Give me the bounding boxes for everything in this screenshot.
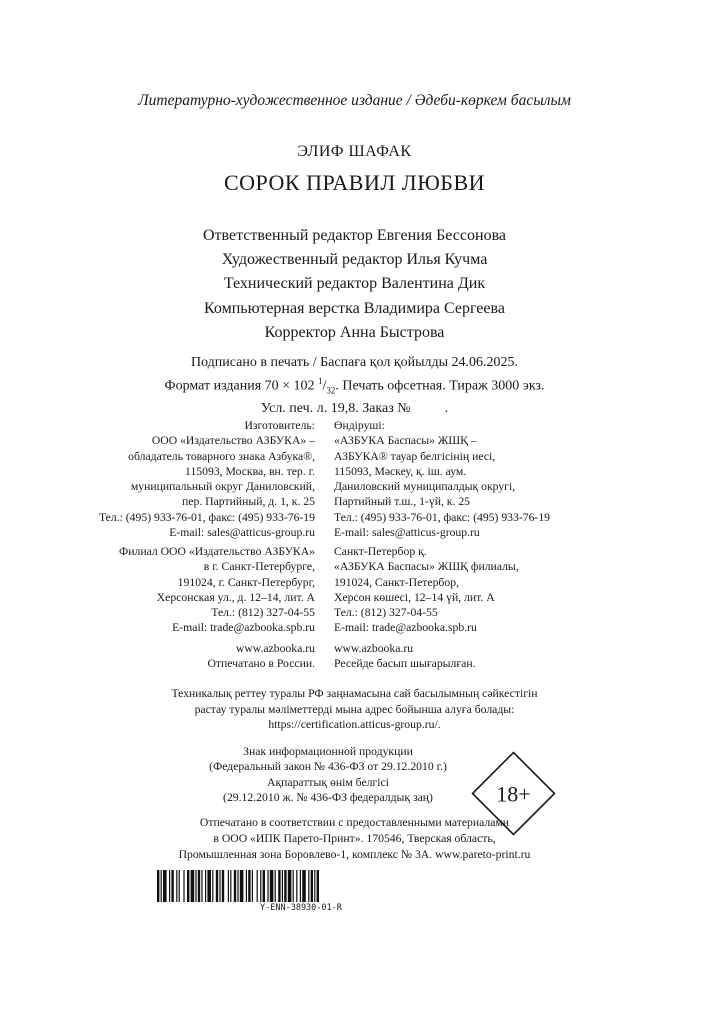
branch-kz-line: E-mail: trade@azbooka.spb.ru — [334, 621, 477, 635]
barcode-bar — [257, 870, 258, 902]
credit-line: Корректор Анна Быстрова — [264, 323, 445, 341]
branch-ru-line: Филиал ООО «Издательство АЗБУКА» — [119, 545, 315, 558]
barcode-bar — [237, 870, 238, 902]
barcode-bar — [157, 870, 159, 902]
format-suffix: . Печать офсетная. Тираж 3000 экз. — [335, 378, 545, 394]
manufacturer-ru-line: пер. Партийный, д. 1, к. 25 — [182, 495, 315, 509]
credit-line: Компьютерная верстка Владимира Сергеева — [204, 299, 505, 317]
manufacturer-ru — [99, 418, 315, 540]
barcode-bar — [183, 870, 184, 902]
credit-line: Технический редактор Валентина Дик — [223, 275, 486, 293]
credit-line: Ответственный редактор Евгения Бессонова — [202, 227, 507, 244]
format-prefix: Формат издания 70 × 102 — [164, 378, 319, 394]
age-rating-text: 18+ — [496, 781, 531, 807]
manufacturer-kz-line: E-mail: sales@atticus-group.ru — [334, 526, 480, 540]
branch-kz-line: 191024, Санкт-Петербор, — [334, 575, 459, 589]
info-sign-line: Ақпараттық өнім белгісі — [267, 775, 389, 789]
format-numerator: 1 — [318, 376, 323, 387]
barcode-bar — [263, 870, 265, 902]
credit-line: Художественный редактор Илья Кучма — [221, 251, 488, 269]
info-sign-block — [168, 744, 488, 806]
printed-at-line: Промышленная зона Боровлево-1, комплекс № 3А. www.pareto-print.ru — [178, 848, 531, 861]
barcode-bar — [191, 870, 195, 902]
format-line — [0, 372, 709, 400]
barcode-bar — [219, 870, 220, 902]
series-label: Литературно-художественное издание / Әдеби-көркем басылым — [138, 92, 571, 109]
print-info — [0, 354, 709, 418]
branch-kz-line: Тел.: (812) 327-04-55 — [334, 606, 438, 620]
manufacturer-ru-line: Тел.: (495) 933-76-01, факс: (495) 933-76-19 — [98, 510, 315, 524]
barcode-bar — [296, 870, 297, 902]
barcode-bar — [228, 870, 229, 902]
barcode-bar — [317, 870, 319, 902]
manufacturer-kz-line: АЗБУКА® тауар белгісінің иесі, — [334, 449, 496, 463]
barcode-bar — [252, 870, 253, 902]
author-name: ЭЛИФ ШАФАК — [297, 143, 412, 160]
barcode-bar — [230, 870, 231, 902]
website-link[interactable]: www.azbooka.ru — [334, 642, 414, 655]
barcode-bar — [284, 870, 286, 902]
barcode-bar — [300, 870, 301, 902]
certification-line: Техникалық реттеу туралы РФ заңнамасына сай басылымның сәйкестігін — [171, 687, 538, 700]
barcode-bar — [267, 870, 268, 902]
web-ru — [207, 641, 315, 672]
info-sign-line: (Федеральный закон № 436-ФЗ от 29.12.2010 г.) — [209, 760, 447, 774]
barcode — [157, 870, 382, 902]
book-title: СОРОК ПРАВИЛ ЛЮБВИ — [223, 170, 486, 195]
branch-ru-line: Херсонская ул., д. 12–14, лит. А — [156, 590, 315, 604]
manufacturer-kz-line: Даниловский муниципалдық округі, — [334, 480, 516, 494]
format-slash: / — [322, 378, 327, 394]
barcode-bar — [169, 870, 170, 902]
barcode-bar — [205, 870, 206, 902]
barcode-bar — [248, 870, 250, 902]
barcode-bar — [311, 870, 313, 902]
barcode-bar — [293, 870, 294, 902]
manufacturer-ru-line: 115093, Москва, вн. тер. г. — [185, 464, 315, 478]
barcode-bar — [270, 870, 274, 902]
info-sign-line: (29.12.2010 ж. № 436-ФЗ федералдық заң) — [223, 791, 433, 805]
barcode-bar — [161, 870, 162, 902]
printed-country: Отпечатано в России. — [207, 657, 315, 671]
manufacturer-ru-line: ООО «Издательство АЗБУКА» – — [151, 434, 315, 448]
barcode-bar — [187, 870, 189, 902]
barcode-bar — [288, 870, 292, 902]
manufacturer-ru-line: Изготовитель: — [244, 419, 315, 432]
credits-block — [0, 224, 709, 345]
barcode-bar — [278, 870, 280, 902]
manufacturer-kz-line: 115093, Мәскеу, қ. іш. аум. — [334, 464, 467, 478]
manufacturer-ru-line: муниципальный округ Даниловский, — [130, 480, 315, 494]
info-sign-line: Знак информационной продукции — [243, 745, 413, 758]
certification-line: растау туралы мәліметтерді мына адрес бойынша алуға болады: — [194, 702, 515, 716]
barcode-bar — [308, 870, 309, 902]
barcode-bar — [212, 870, 213, 902]
barcode-bar — [163, 870, 167, 902]
barcode-bar — [246, 870, 247, 902]
barcode-bar — [176, 870, 177, 902]
signed-line: Подписано в печать / Баспаға қол қойылды 24.06.2025. — [190, 355, 519, 370]
branch-ru — [119, 544, 315, 636]
manufacturer-kz-line: Партийный т.ш., 1-үй, к. 25 — [334, 495, 471, 509]
barcode-bar — [171, 870, 173, 902]
manufacturer-ru-line: обладатель товарного знака Азбука®, — [128, 449, 315, 463]
manufacturer-kz — [334, 418, 550, 540]
branch-ru-line: 191024, г. Санкт-Петербург, — [177, 575, 315, 589]
format-denominator: 32 — [326, 385, 336, 396]
barcode-bar — [275, 870, 276, 902]
barcode-bar — [207, 870, 211, 902]
printed-at-block — [0, 815, 709, 863]
manufacturer-kz-line: Тел.: (495) 933-76-01, факс: (495) 933-76-19 — [334, 510, 551, 524]
barcode-bar — [198, 870, 200, 902]
barcode-bar — [314, 870, 315, 902]
branch-kz — [334, 544, 519, 636]
manufacturer-ru-line: E-mail: sales@atticus-group.ru — [169, 526, 315, 540]
branch-kz-line: «АЗБУКА Баспасы» ЖШҚ филиалы, — [334, 560, 519, 574]
barcode-bar — [216, 870, 218, 902]
barcode-bar — [222, 870, 224, 902]
branch-ru-line: E-mail: trade@azbooka.spb.ru — [172, 621, 315, 635]
certification-link[interactable]: https://certification.atticus-group.ru/. — [268, 718, 441, 731]
printed-at-line: Отпечатано в соответствии с предоставленными материалами — [199, 816, 510, 829]
barcode-bar — [260, 870, 261, 902]
barcode-bar — [201, 870, 202, 902]
barcode-bar — [240, 870, 244, 902]
barcode-bar — [195, 870, 196, 902]
branch-kz-line: Херсон көшесі, 12–14 үй, лит. А — [334, 590, 495, 604]
branch-kz-line: Санкт-Петербор қ. — [334, 545, 427, 558]
certification-block — [0, 686, 709, 733]
barcode-bar — [302, 870, 306, 902]
branch-ru-line: Тел.: (812) 327-04-55 — [211, 606, 315, 620]
manufacturer-kz-line: «АЗБУКА Баспасы» ЖШҚ – — [334, 434, 477, 448]
barcode-bar — [282, 870, 283, 902]
manufacturer-kz-line: Өндіруші: — [334, 419, 385, 432]
order-line: Усл. печ. л. 19,8. Заказ № . — [260, 400, 449, 416]
printed-country: Ресейде басып шығарылған. — [334, 657, 476, 671]
website-link[interactable]: www.azbooka.ru — [235, 642, 315, 655]
printed-at-line: в ООО «ИПК Парето-Принт». 170546, Тверская область, — [213, 832, 496, 845]
branch-ru-line: в г. Санкт-Петербурге, — [203, 560, 315, 574]
barcode-bar — [234, 870, 236, 902]
order-text: Усл. печ. л. 19,8. Заказ № — [260, 400, 411, 416]
web-kz — [334, 641, 476, 672]
barcode-bar — [179, 870, 180, 902]
barcode-label: Y-ENN-38930-01-R — [260, 903, 342, 913]
